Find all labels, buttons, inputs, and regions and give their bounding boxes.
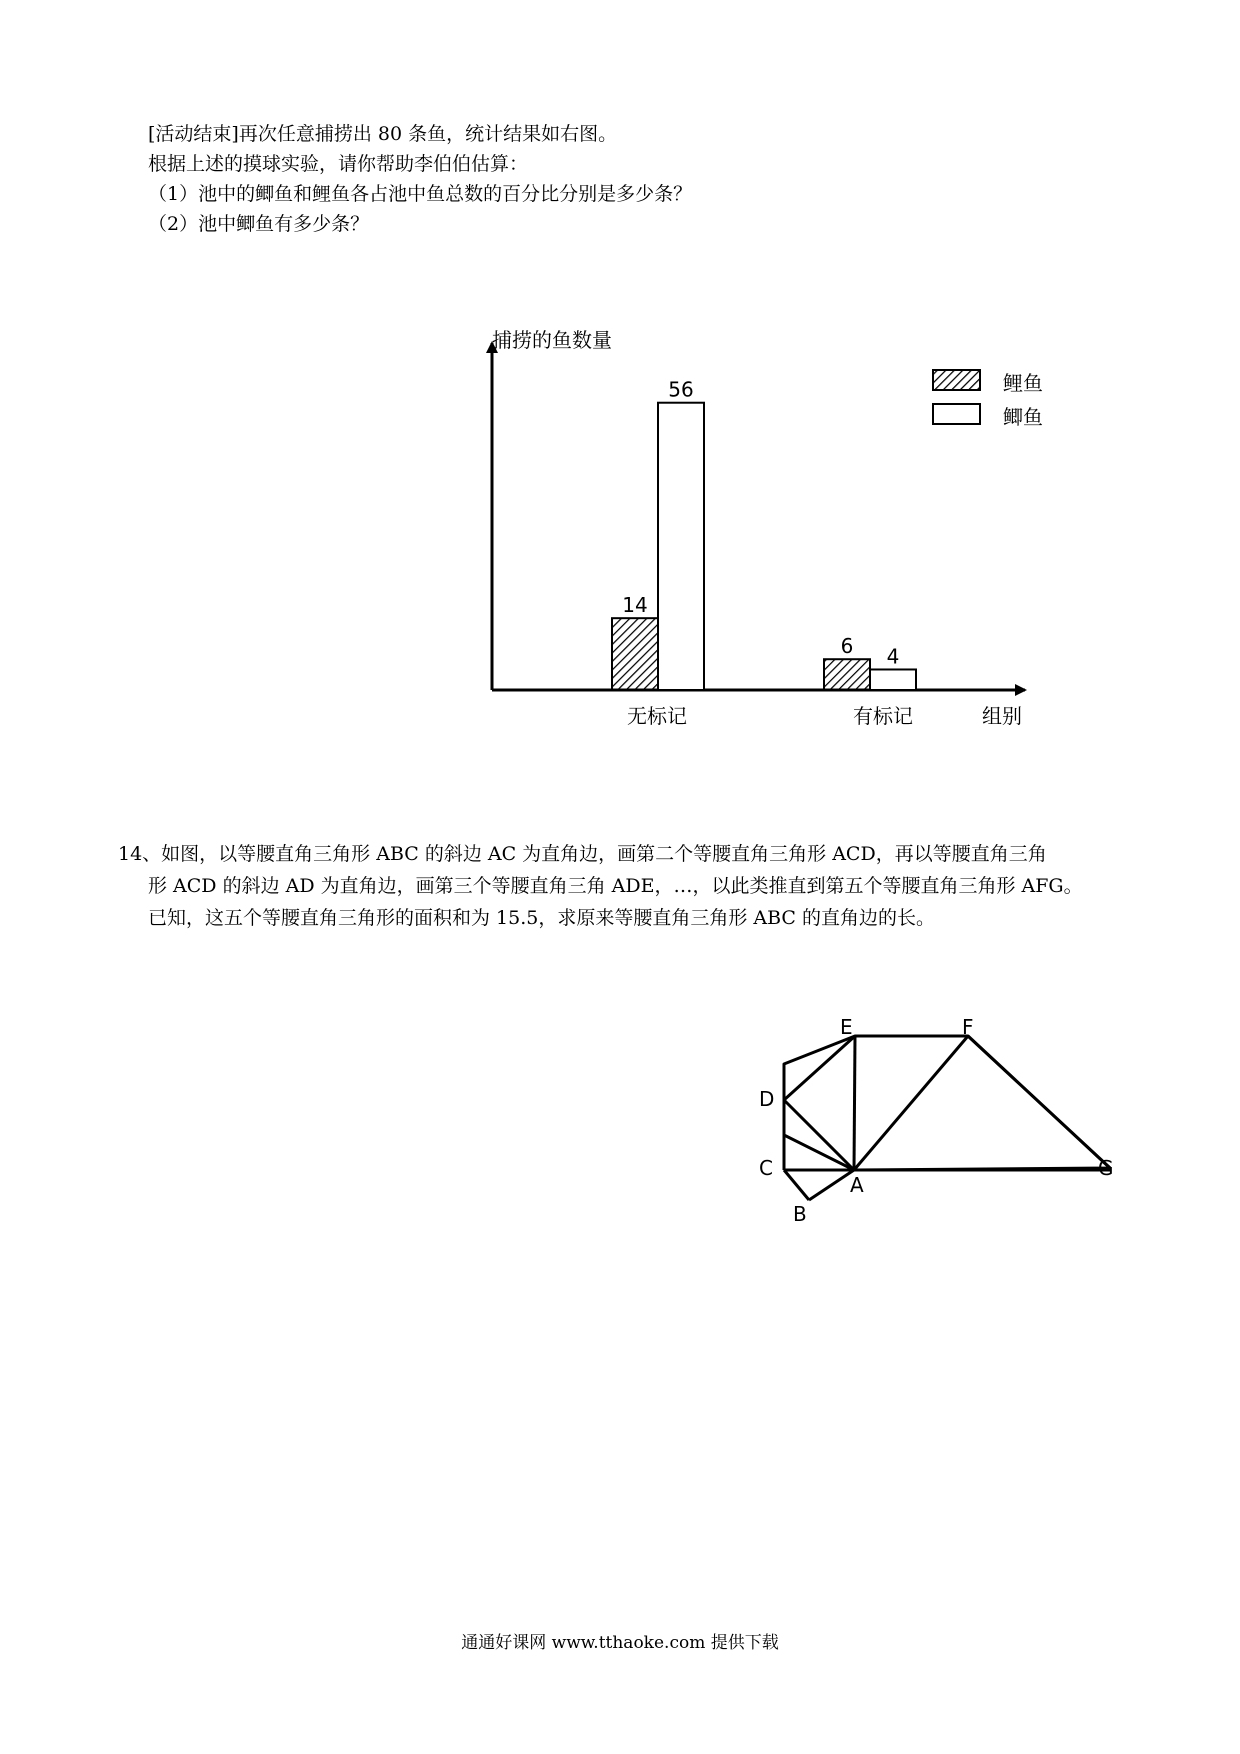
footer: 通通好课网 www.tthaoke.com 提供下载 xyxy=(461,1633,779,1653)
data-label-crucian-1: 56 xyxy=(668,377,694,402)
label-b: B xyxy=(793,1202,807,1226)
segment-da xyxy=(784,1100,854,1170)
segment-fg xyxy=(968,1036,1110,1168)
legend-label-carp: 鲤鱼 xyxy=(1003,371,1043,395)
p13-line-1: [活动结束]再次任意捕捞出 80 条鱼，统计结果如右图。 xyxy=(148,123,618,145)
segment-de xyxy=(784,1036,855,1100)
y-axis-label: 捕捞的鱼数量 xyxy=(492,328,612,352)
data-label-crucian-2: 4 xyxy=(886,644,900,669)
p13-line-4: （2）池中鲫鱼有多少条？ xyxy=(148,213,370,235)
category-label-2: 有标记 xyxy=(853,704,913,728)
x-axis-label: 组别 xyxy=(982,704,1022,728)
p14-line-3: 已知，这五个等腰直角三角形的面积和为 15.5，求原来等腰直角三角形 ABC 的直角边的长。 xyxy=(148,907,935,929)
label-e: E xyxy=(840,1015,853,1039)
segment-bc xyxy=(784,1170,809,1200)
label-a: A xyxy=(850,1173,864,1197)
segment-ea xyxy=(854,1036,855,1170)
segment-ba xyxy=(809,1170,854,1200)
p13-line-3: （1）池中的鲫鱼和鲤鱼各占池中鱼总数的百分比分别是多少条？ xyxy=(148,183,693,205)
p14-line-2: 形 ACD 的斜边 AD 为直角边，画第三个等腰直角三角 ADE，…，以此类推直到第五个等腰直角三角形 AFG。 xyxy=(148,875,1083,897)
label-c: C xyxy=(759,1156,773,1180)
legend-label-crucian: 鲫鱼 xyxy=(1003,405,1043,429)
label-f: F xyxy=(962,1015,974,1039)
segment-fa xyxy=(854,1036,968,1170)
label-d: D xyxy=(759,1087,775,1111)
p13-line-2: 根据上述的摸球实验，请你帮助李伯伯估算： xyxy=(148,153,529,175)
data-label-carp-1: 14 xyxy=(622,593,648,618)
data-label-carp-2: 6 xyxy=(840,634,854,659)
label-g: G xyxy=(1098,1156,1114,1180)
category-label-1: 无标记 xyxy=(627,704,687,728)
p14-line-1: 14、如图，以等腰直角三角形 ABC 的斜边 AC 为直角边，画第二个等腰直角三角形 ACD，再以等腰直角三角 xyxy=(118,843,1047,865)
